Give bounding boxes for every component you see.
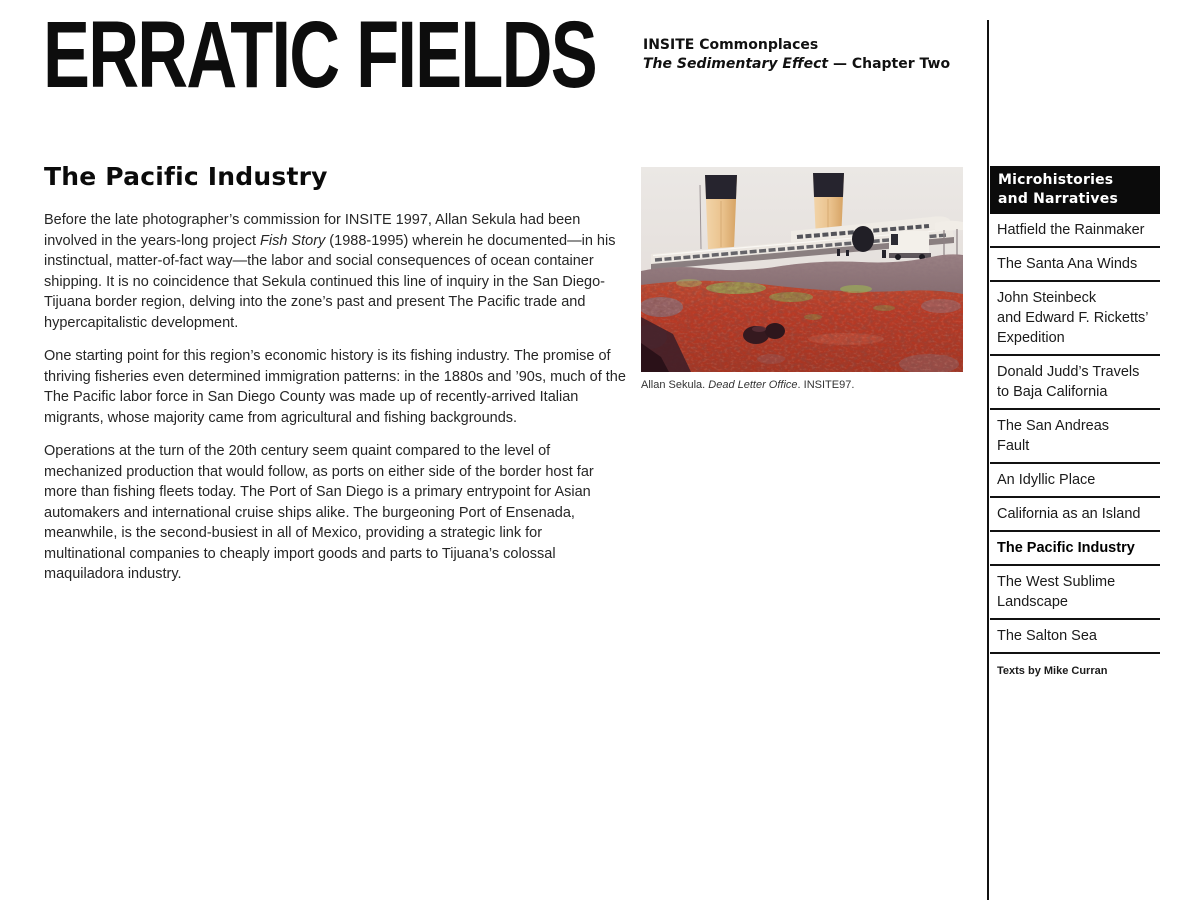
sidebar-item[interactable]: John Steinbeck and Edward F. Ricketts’ Expedition xyxy=(990,282,1160,356)
article-paragraph: One starting point for this region’s economic history is its fishing industry. The promise of thriving fisheries even determined immigration patterns: in the 1880s and ’90s, much of the The Pacific labor force in San Diego County was made up of recently-arrived Italian migrants, whose majority came from agricultural and fishing backgrounds. xyxy=(44,348,626,426)
sekula-photo xyxy=(641,167,963,372)
site-logo[interactable]: ERRATIC FIELDS xyxy=(43,2,596,108)
sidebar-item-active[interactable]: The Pacific Industry xyxy=(990,532,1160,566)
sidebar-title: Microhistories and Narratives xyxy=(990,166,1160,214)
photo-truck xyxy=(889,231,931,260)
sidebar-item[interactable]: The Santa Ana Winds xyxy=(990,248,1160,282)
sidebar-nav xyxy=(990,214,1160,654)
sidebar-item[interactable]: Hatfield the Rainmaker xyxy=(990,214,1160,248)
masthead-meta xyxy=(643,36,950,74)
figure-caption: Allan Sekula. Dead Letter Office. INSITE97. xyxy=(641,379,855,391)
sidebar-item[interactable]: The Salton Sea xyxy=(990,620,1160,654)
series-title: INSITE Commonplaces xyxy=(643,37,819,53)
sidebar xyxy=(990,166,1160,677)
sidebar-item[interactable]: Donald Judd’s Travels to Baja California xyxy=(990,356,1160,410)
page-title: The Pacific Industry xyxy=(44,162,328,191)
sidebar-credit: Texts by Mike Curran xyxy=(997,665,1108,677)
sidebar-item[interactable]: California as an Island xyxy=(990,498,1160,532)
article-paragraph: Operations at the turn of the 20th century seem quaint compared to the level of mechanized production that would follow, as ports on either side of the border host far more than fishing fleets today. The Port of San Diego is a primary entrypoint for Asian automakers and international cruise ships alike. The burgeoning Port of Ensenada, meanwhile, is the second-busiest in all of Mexico, providing a strategic link for multinational companies to cheaply import goods and parts to Tijuana’s colossal maquiladora industry. xyxy=(44,443,594,582)
sidebar-item[interactable]: The San Andreas Fault xyxy=(990,410,1160,464)
photo-dark-mass xyxy=(852,226,874,252)
sidebar-divider-line xyxy=(987,20,989,900)
figure xyxy=(641,167,963,392)
sidebar-item[interactable]: The West Sublime Landscape xyxy=(990,566,1160,620)
article xyxy=(44,155,626,598)
article-body xyxy=(44,210,626,585)
chapter-title: The Sedimentary Effect — Chapter Two xyxy=(643,56,951,72)
sidebar-item[interactable]: An Idyllic Place xyxy=(990,464,1160,498)
article-paragraph: Before the late photographer’s commission for INSITE 1997, Allan Sekula had been involved in the years-long project Fish Story (1988-1995) wherein he documented—in his instinctual, matter-of-fact way—the labor and social consequences of ocean container shipping. It is no coincidence that Sekula continued this line of inquiry in the San Diego-Tijuana border region, delving into the zone’s past and present The Pacific trade and hypercapitalistic development. xyxy=(44,212,616,331)
